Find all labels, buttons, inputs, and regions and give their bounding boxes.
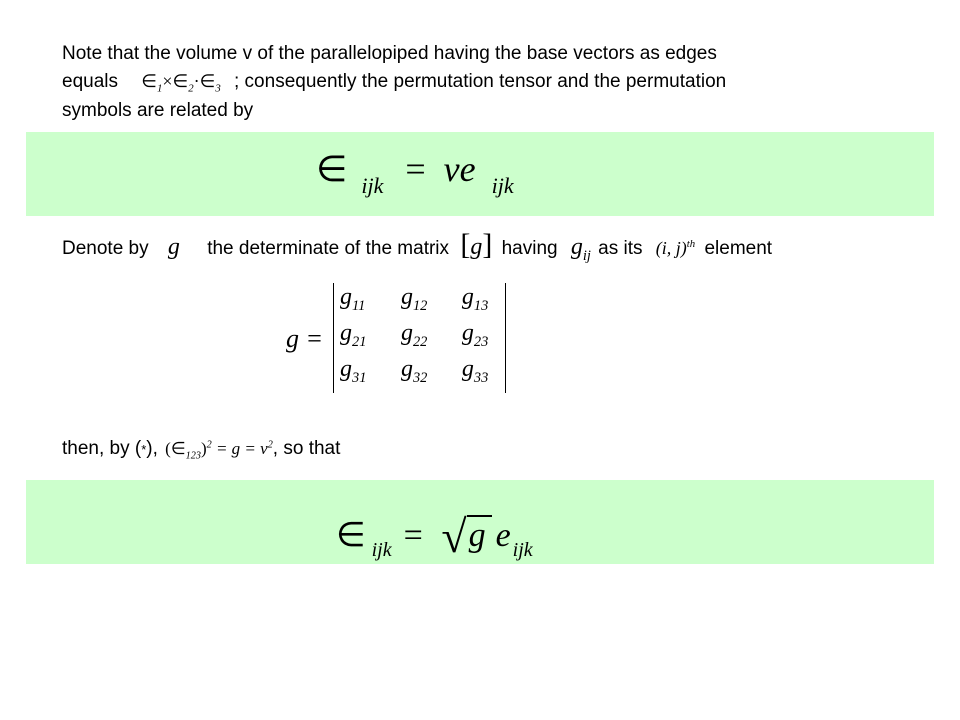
eq1-rhs-sub: ijk — [491, 173, 514, 198]
det-cell: $g_{13}$ — [461, 284, 489, 314]
volume-formula: $\in_1\times\in_2\cdot\in_3$ — [141, 71, 221, 95]
denote-gij: $g_{ij}$ — [570, 234, 591, 264]
denote-text-2: the determinate of the matrix — [207, 238, 450, 259]
det-cell: $g_{12}$ — [400, 284, 428, 314]
bracket-g: [g] — [460, 228, 493, 261]
then-formula: $(\in_{123})^2 = g = v^2$ — [165, 439, 273, 462]
eq2-radical: √ — [441, 511, 467, 562]
then-text-2: ), — [146, 438, 158, 459]
equals-word: equals — [62, 71, 118, 92]
denote-ij: (i, j)$^{th}$ — [655, 238, 696, 258]
det-row-1 — [340, 284, 500, 320]
det-cell: $g_{11}$ — [340, 284, 366, 314]
intro-line-1: Note that the volume v of the parallelopiped having the base vectors as edges — [62, 43, 717, 64]
eq1-lhs-sub: ijk — [361, 173, 384, 198]
then-star: * — [141, 442, 147, 457]
det-cell: $g_{33}$ — [461, 356, 489, 386]
denote-line — [62, 228, 772, 265]
determinant-right-bar — [505, 283, 506, 393]
eq2-lhs-sub: ijk — [371, 539, 392, 561]
determinant-left-bar — [333, 283, 334, 393]
intro-line-3: symbols are related by — [62, 100, 254, 121]
equation-1 — [316, 148, 514, 198]
denote-text-1: Denote by — [62, 238, 149, 259]
intro-line-2 — [62, 71, 726, 95]
det-cell: $g_{23}$ — [461, 320, 489, 350]
denote-g: g — [167, 234, 180, 260]
det-cell: $g_{22}$ — [400, 320, 428, 350]
eq2-radicand: g — [467, 515, 492, 554]
eq2-e: e — [495, 517, 511, 554]
determinant-lhs: g = — [286, 324, 324, 353]
eq1-epsilon: ∈ — [316, 149, 348, 189]
det-cell: $g_{31}$ — [340, 356, 367, 386]
equation-2 — [336, 504, 533, 562]
denote-text-5: element — [704, 238, 773, 259]
eq2-equals: = — [403, 517, 423, 554]
intro-after-formula: ; consequently the permutation tensor and the permutation — [234, 71, 727, 92]
det-cell: $g_{21}$ — [340, 320, 367, 350]
eq1-rhs: ve — [443, 149, 476, 189]
eq2-epsilon: ∈ — [336, 517, 366, 554]
det-cell: $g_{32}$ — [400, 356, 428, 386]
denote-text-4: as its — [598, 238, 643, 259]
then-text-1: then, by ( — [62, 438, 142, 459]
determinant-grid — [340, 284, 500, 392]
det-row-2 — [340, 320, 500, 356]
det-row-3 — [340, 356, 500, 392]
then-line — [62, 438, 340, 461]
eq2-e-sub: ijk — [512, 539, 533, 561]
eq1-equals: = — [405, 149, 426, 189]
then-text-3: , so that — [272, 438, 341, 459]
denote-text-3: having — [501, 238, 558, 259]
